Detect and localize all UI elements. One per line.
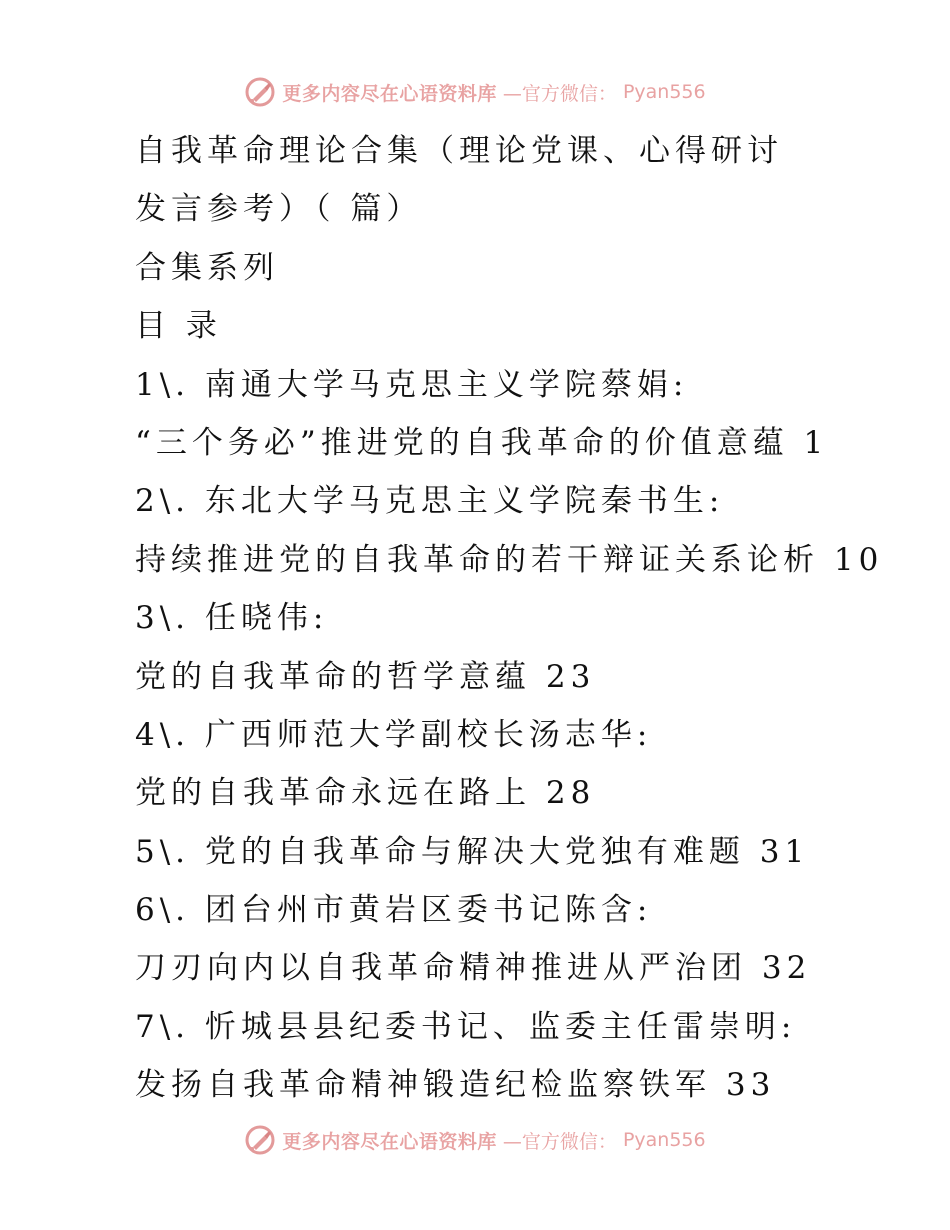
watermark-account: Pyan556 bbox=[622, 1129, 706, 1151]
toc-entry-7-subtitle: 发扬自我革命精神锻造纪检监察铁军 33 bbox=[135, 1067, 776, 1104]
document-title-line-1: 自我革命理论合集（理论党课、心得研讨 bbox=[135, 133, 783, 169]
document-body bbox=[135, 122, 925, 1115]
watermark-group bbox=[244, 76, 705, 108]
pen-logo-icon bbox=[244, 1124, 276, 1156]
watermark-separator: —官方微信： bbox=[502, 82, 617, 105]
toc-entry-3-title: 3\. 任晓伟: bbox=[135, 600, 329, 637]
header-watermark bbox=[0, 72, 950, 112]
watermark-text: 更多内容尽在心语资料库 bbox=[282, 82, 497, 105]
toc-entry-1-subtitle: “三个务必”推进党的自我革命的价值意蕴 1 bbox=[135, 424, 829, 461]
toc-entry-6-subtitle: 刀刃向内以自我革命精神推进从严治团 32 bbox=[135, 950, 812, 987]
footer-watermark bbox=[0, 1120, 950, 1160]
toc-entry-4-title: 4\. 广西师范大学副校长汤志华: bbox=[135, 716, 653, 753]
series-label: 合集系列 bbox=[135, 249, 279, 286]
toc-entry-3-subtitle: 党的自我革命的哲学意蕴 23 bbox=[135, 658, 596, 695]
toc-entry-2-subtitle: 持续推进党的自我革命的若干辩证关系论析 10 bbox=[135, 541, 884, 578]
pen-logo-icon bbox=[244, 76, 276, 108]
watermark-account: Pyan556 bbox=[622, 81, 706, 103]
toc-entry-7-title: 7\. 忻城县县纪委书记、监委主任雷崇明: bbox=[135, 1008, 797, 1045]
watermark-separator: —官方微信： bbox=[502, 1130, 617, 1153]
toc-entry-6-title: 6\. 团台州市黄岩区委书记陈含: bbox=[135, 892, 653, 929]
watermark-group bbox=[244, 1124, 705, 1156]
watermark-text: 更多内容尽在心语资料库 bbox=[282, 1130, 497, 1153]
toc-entry-4-subtitle: 党的自我革命永远在路上 28 bbox=[135, 775, 596, 812]
toc-entry-1-title: 1\. 南通大学马克思主义学院蔡娟: bbox=[135, 366, 689, 403]
toc-entry-5: 5\. 党的自我革命与解决大党独有难题 31 bbox=[135, 833, 810, 870]
document-title-line-2: 发言参考）（ 篇） bbox=[135, 191, 423, 228]
toc-heading: 目 录 bbox=[135, 308, 222, 345]
toc-entry-2-title: 2\. 东北大学马克思主义学院秦书生: bbox=[135, 483, 725, 520]
